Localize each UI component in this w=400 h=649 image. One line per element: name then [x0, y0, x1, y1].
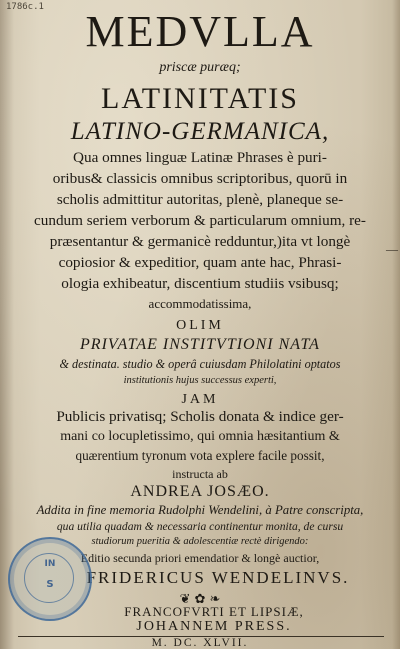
text-line-7: scholis admittitur autoritas, plenè, planeque se-: [56, 191, 344, 208]
author-wendelinus: FRIDERICUS WENDELINVS.: [86, 568, 350, 587]
text-line-10: copiosior & expeditior, quam ante hac, Phrasi-: [58, 254, 342, 271]
text-line-18: Publicis privatisq; Scholis donata & indice ger-: [56, 408, 344, 425]
heading-jam: JAM: [181, 392, 219, 407]
text-line-15: & destinata. studio & operâ cuiusdam Philolatini optatos: [59, 357, 341, 371]
text-line-9: præsentantur & germanicè redduntur,)ita vt longè: [49, 233, 351, 250]
text-line-5: Qua omnes linguæ Latinæ Phrases è puri-: [73, 149, 327, 166]
library-stamp: [8, 537, 92, 621]
text-line-25: studiorum pueritia & adolescentiæ rectè dirigendo:: [91, 536, 309, 547]
stamp-text-bottom: S: [46, 579, 54, 590]
title-medulla: MEDVLLA: [85, 7, 315, 56]
heading-olim: OLIM: [176, 318, 224, 333]
text-line-21: instructa ab: [172, 467, 228, 481]
imprint-year: M. DC. XLVII.: [151, 637, 249, 649]
text-line-16: institutionis hujus successus experti,: [123, 375, 277, 386]
text-line-19: mani co locupletissimo, qui omnia hæsitantium &: [60, 429, 340, 444]
imprint-printer: JOHANNEM PRESS.: [136, 619, 292, 634]
text-line-6: oribus& classicis omnibus scriptoribus, quorū in: [52, 170, 348, 187]
text-line-26: Editio secunda priori emendatior & longè auctior,: [80, 551, 320, 565]
fleuron-icon: ✿: [194, 591, 206, 606]
subtitle-priscae: priscæ puræq;: [159, 60, 241, 75]
title-latinitatis: LATINITATIS: [101, 82, 299, 115]
heading-privatae: PRIVATAE INSTITVTIONI NATA: [80, 336, 320, 353]
shelfmark: 1786c.1: [6, 2, 44, 12]
fleuron-icon: ❧: [209, 591, 221, 606]
author-josaeo: ANDREA JOSÆO.: [130, 483, 270, 500]
imprint-place: FRANCOFVRTI ET LIPSIÆ,: [124, 604, 304, 619]
margin-mark: —: [386, 242, 398, 256]
fleuron-icon: ❦: [179, 591, 191, 606]
text-line-12: accommodatissima,: [148, 296, 252, 311]
text-line-24: qua utilia quadam & necessaria continentur monita, de cursu: [56, 520, 344, 533]
text-line-11: ologia exhibeatur, discentium studiis vsibusq;: [61, 275, 339, 292]
text-line-23: Addita in fine memoria Rudolphi Wendelini, à Patre conscripta,: [36, 503, 364, 517]
title-latino-germanica: LATINO-GERMANICA,: [70, 118, 330, 145]
stamp-text-top: IN: [44, 559, 56, 569]
text-line-20: quærentium tyronum vota explere facile possit,: [75, 448, 325, 463]
text-line-8: cundum seriem verborum & particularum omnium, re-: [34, 212, 366, 229]
